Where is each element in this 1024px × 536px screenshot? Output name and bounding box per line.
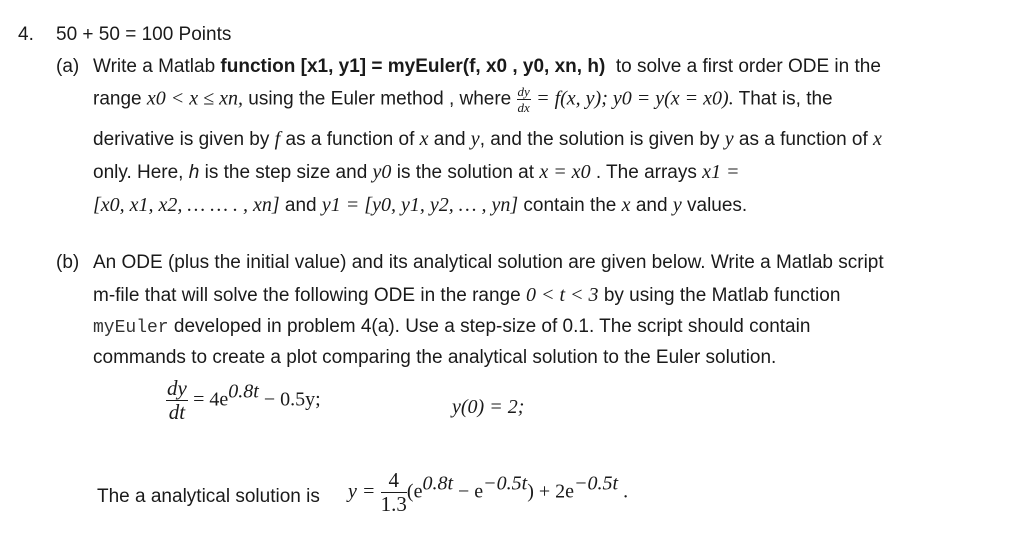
text: as a function of bbox=[280, 129, 420, 150]
initial-condition: y(0) = 2; bbox=[452, 396, 525, 418]
text: developed in problem 4(a). Use a step-size of 0.1. The script should contain bbox=[168, 316, 811, 337]
analytical-label: The a analytical solution is bbox=[97, 486, 320, 507]
math-var: y bbox=[672, 194, 682, 216]
text: That is, the bbox=[733, 88, 833, 110]
solution-fraction bbox=[381, 470, 407, 515]
part-b-line-3 bbox=[93, 316, 810, 338]
part-b-line-2 bbox=[93, 284, 840, 307]
text: , and the solution is given by bbox=[479, 129, 725, 150]
frac-num: dy bbox=[517, 84, 530, 99]
ode-rhs: − 0.5y; bbox=[258, 388, 321, 411]
part-a-line-3 bbox=[93, 128, 882, 151]
y-array: y1 = [y0, y1, y2, … , yn] bbox=[321, 194, 519, 216]
part-b-line-1: An ODE (plus the initial value) and its analytical solution are given below. Write a Matlab script bbox=[93, 252, 884, 273]
ode-equation: = f(x, y); y0 = y(x = x0). bbox=[536, 87, 734, 110]
range-math: x0 < x ≤ xn, bbox=[146, 87, 243, 110]
part-a-line-4 bbox=[93, 161, 740, 184]
text: m-file that will solve the following ODE in the range bbox=[93, 285, 526, 306]
text: as a function of bbox=[733, 129, 874, 150]
math-expr: − e bbox=[453, 480, 484, 503]
ode-fraction bbox=[166, 378, 188, 423]
text: using the Euler method , where bbox=[242, 88, 517, 110]
exponent: 0.8t bbox=[228, 380, 259, 403]
math-var: y bbox=[470, 128, 480, 150]
problem-number: 4. bbox=[18, 24, 34, 45]
math-expr: (e bbox=[406, 480, 423, 503]
math-var: x bbox=[621, 194, 631, 216]
part-b-label: (b) bbox=[56, 252, 80, 273]
ode-rhs: = 4e bbox=[193, 388, 229, 411]
math-expr: y = bbox=[348, 480, 376, 503]
math-var: h bbox=[188, 162, 200, 183]
math-var: y bbox=[724, 128, 734, 150]
text: and bbox=[428, 129, 471, 150]
derivative-fraction bbox=[517, 85, 531, 114]
function-signature: function [x1, y1] = myEuler(f, x0 , y0, xn, h) bbox=[220, 56, 606, 77]
text: only. Here, bbox=[93, 162, 189, 183]
problem-points: 50 + 50 = 100 Points bbox=[56, 24, 232, 45]
text: is the solution at bbox=[391, 162, 540, 183]
text: and bbox=[279, 195, 322, 216]
part-a-label: (a) bbox=[56, 56, 80, 77]
math-expr: . bbox=[618, 480, 629, 503]
math-expr: x1 = bbox=[702, 161, 740, 183]
frac-num: dy bbox=[167, 376, 187, 400]
frac-den: dx bbox=[517, 100, 530, 115]
math-var: f bbox=[274, 128, 281, 150]
analytical-solution bbox=[348, 470, 628, 515]
part-b-line-4: commands to create a plot comparing the analytical solution to the Euler solution. bbox=[93, 347, 777, 368]
exponent: 0.8t bbox=[422, 472, 454, 495]
math-expr: x = x0 bbox=[539, 161, 591, 183]
exponent: −0.5t bbox=[574, 472, 619, 495]
text: is the step size and bbox=[199, 162, 373, 183]
exponent: −0.5t bbox=[483, 472, 528, 495]
text: by using the Matlab function bbox=[598, 285, 841, 306]
code-function-name: myEuler bbox=[93, 318, 169, 338]
text: to solve a first order ODE in the bbox=[615, 56, 881, 77]
ode-equation bbox=[166, 378, 321, 423]
text: Write a Matlab bbox=[93, 56, 221, 77]
math-var: y0 bbox=[372, 161, 392, 183]
frac-den: dt bbox=[168, 400, 186, 424]
text: and bbox=[630, 195, 673, 216]
frac-num: 4 bbox=[381, 470, 407, 493]
range-math: 0 < t < 3 bbox=[525, 284, 599, 306]
text: derivative is given by bbox=[93, 129, 275, 150]
text: values. bbox=[681, 195, 748, 216]
text: contain the bbox=[518, 195, 622, 216]
math-var: x bbox=[419, 128, 429, 150]
math-var: x bbox=[873, 128, 882, 150]
text: range bbox=[93, 88, 147, 110]
frac-den: 1.3 bbox=[380, 492, 407, 516]
part-a-line-2 bbox=[93, 85, 833, 114]
part-a-line-1 bbox=[93, 56, 881, 78]
part-a-line-5 bbox=[93, 194, 747, 217]
text: . The arrays bbox=[590, 162, 703, 183]
x-array: [x0, x1, x2, … … . , xn] bbox=[93, 194, 280, 216]
math-expr: ) + 2e bbox=[527, 480, 575, 503]
